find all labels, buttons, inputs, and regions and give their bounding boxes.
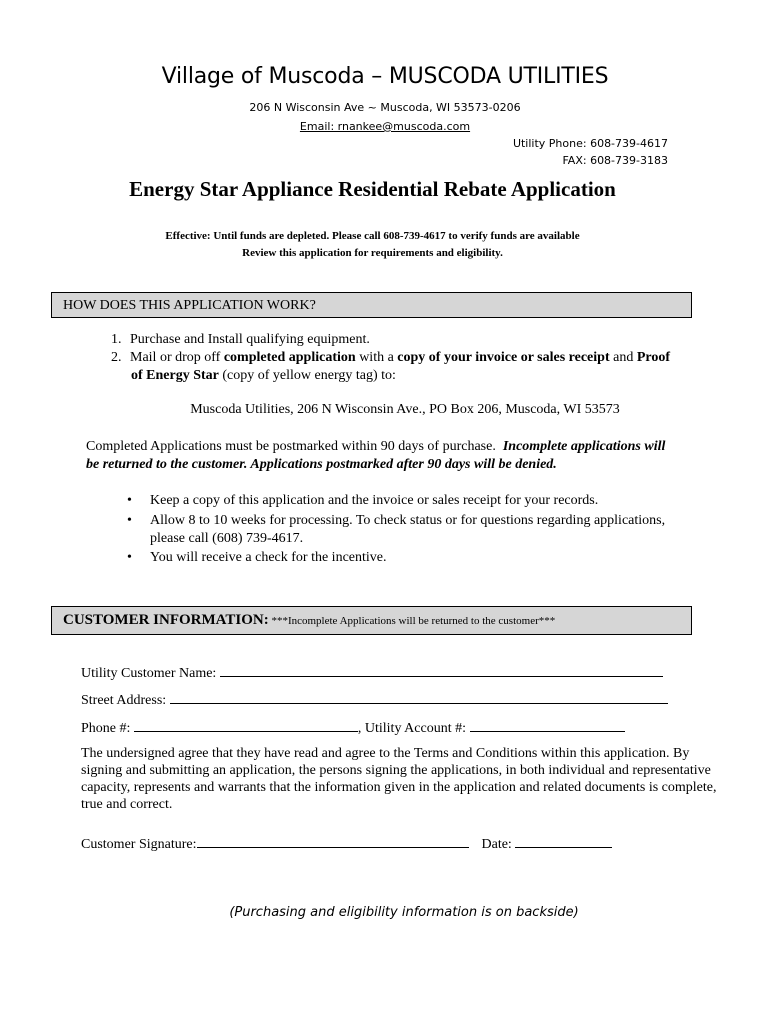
step-2-text-f: Proof (636, 350, 671, 365)
mailing-address: Muscoda Utilities, 206 N Wisconsin Ave., PO Box 206, Muscoda, WI 53573 (190, 402, 620, 417)
bullet-item (127, 512, 665, 530)
email-line (0, 120, 770, 133)
step-1 (111, 331, 370, 349)
bullet-text: Keep a copy of this application and the invoice or sales receipt for your records. (150, 493, 599, 508)
account-field[interactable] (470, 718, 625, 732)
customer-name-label: Utility Customer Name: (81, 666, 217, 681)
step-1-number: 1. (111, 332, 122, 347)
utility-phone: Utility Phone: 608-739-4617 (512, 137, 668, 150)
date-field[interactable] (515, 834, 612, 848)
customer-heading-text: CUSTOMER INFORMATION: (63, 612, 269, 628)
step-2-text-d: copy of your invoice or sales receipt (397, 350, 610, 365)
date-label: Date: (481, 837, 512, 852)
email-link[interactable]: Email: rnankee@muscoda.com (299, 120, 471, 133)
bullet-icon: • (127, 493, 132, 508)
effective-line: Effective: Until funds are depleted. Please call 608-739-4617 to verify funds are available (165, 230, 580, 242)
bullet-item (127, 549, 387, 567)
signature-row (81, 834, 612, 854)
step-2-continued (131, 367, 396, 385)
step-2-text-g: of Energy Star (131, 368, 219, 383)
how-section-header (51, 292, 692, 318)
bullet-text: Allow 8 to 10 weeks for processing. To check status or for questions regarding applications, (150, 513, 666, 528)
step-2-text-b: completed application (223, 350, 356, 365)
terms-paragraph: The undersigned agree that they have read and agree to the Terms and Conditions within this application. By signing and submitting an application, the persons signing the applications, in both individual and representative capacity, represents and warrants that the information given in the application and related documents is complete, true and correct. (81, 746, 717, 812)
bullet-text-continued: please call (608) 739-4617. (150, 531, 304, 546)
application-title: Energy Star Appliance Residential Rebate Application (129, 177, 616, 201)
postmark-notice (86, 438, 665, 456)
phone-field[interactable] (134, 718, 358, 732)
step-2-text-e: and (609, 350, 637, 365)
how-section-heading: HOW DOES THIS APPLICATION WORK? (63, 298, 316, 313)
utility-fax: FAX: 608-739-3183 (562, 154, 668, 167)
backside-note: (Purchasing and eligibility information is on backside) (229, 905, 579, 920)
street-address-label: Street Address: (81, 693, 167, 708)
postmark-denial: be returned to the customer. Applications postmarked after 90 days will be denied. (86, 457, 557, 472)
bullet-icon: • (127, 513, 132, 528)
step-2-text-h: (copy of yellow energy tag) to: (218, 368, 396, 383)
bullet-text: You will receive a check for the incentive. (150, 550, 387, 565)
review-line: Review this application for requirements and eligibility. (242, 247, 503, 259)
customer-name-row (81, 663, 663, 683)
account-label: , Utility Account #: (357, 721, 466, 736)
postmark-text: Completed Applications must be postmarked within 90 days of purchase. (86, 439, 503, 454)
street-address-row (81, 690, 668, 710)
street-address-field[interactable] (170, 690, 668, 704)
phone-account-row (81, 718, 625, 738)
incomplete-warning: Incomplete applications will (502, 439, 666, 454)
signature-field[interactable] (197, 834, 469, 848)
step-2 (111, 349, 670, 367)
customer-section-heading (63, 612, 555, 629)
bullet-item (127, 492, 598, 510)
signature-label: Customer Signature: (81, 837, 197, 852)
phone-label: Phone #: (81, 721, 131, 736)
customer-heading-note: ***Incomplete Applications will be returned to the customer*** (268, 615, 556, 627)
customer-section-header (51, 606, 692, 635)
step-2-text-a: Mail or drop off (130, 350, 224, 365)
bullet-icon: • (127, 550, 132, 565)
customer-name-field[interactable] (220, 663, 663, 677)
utility-address: 206 N Wisconsin Ave ~ Muscoda, WI 53573-0206 (249, 101, 521, 114)
step-2-text-c: with a (355, 350, 398, 365)
page-title: Village of Muscoda – MUSCODA UTILITIES (161, 64, 609, 89)
step-1-text: Purchase and Install qualifying equipment. (130, 332, 370, 347)
step-2-number: 2. (111, 350, 122, 365)
